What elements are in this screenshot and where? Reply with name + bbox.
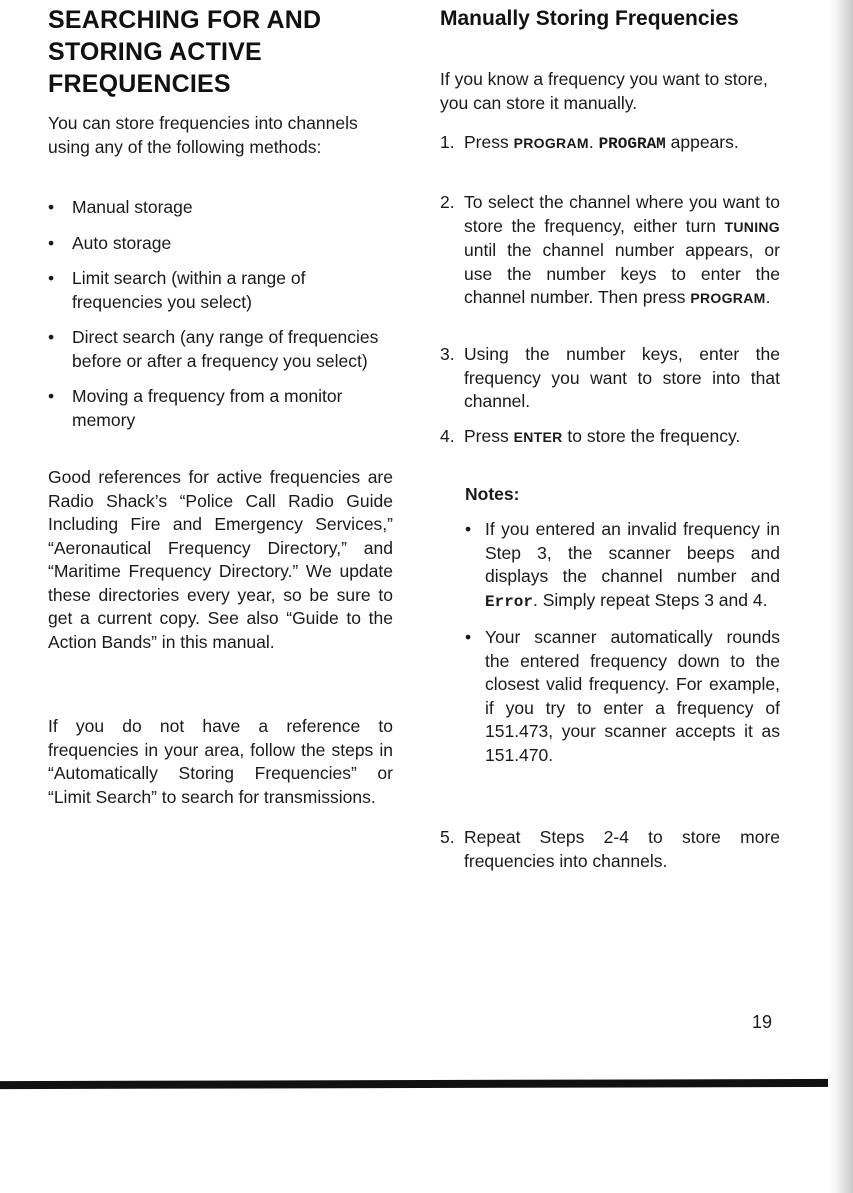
list-item: • Moving a frequency from a monitor memory [48, 385, 393, 432]
step-4 [440, 425, 780, 450]
book-spine-shadow [828, 0, 853, 1193]
step-text: Using the number keys, enter the frequency you want to store into that channel. [464, 344, 780, 411]
intro-paragraph: You can store frequencies into channels using any of the following methods: [48, 113, 358, 157]
storage-methods-list [48, 196, 393, 444]
step-text: Repeat Steps 2-4 to store more frequencies into channels. [464, 827, 780, 871]
step-5 [440, 826, 780, 873]
manual-intro-paragraph: If you know a frequency you want to store, you can store it manually. [440, 69, 768, 113]
note-item: • Your scanner automatically rounds the entered frequency down to the closest valid frequency. For example, if you try to enter a frequency of 151.473, your scanner accepts it as 151.470. [465, 626, 780, 767]
display-text: PROGRAM [598, 135, 666, 153]
step-number: 3. [440, 344, 455, 364]
program-key-label: PROGRAM [690, 290, 766, 306]
references-paragraph: Good references for active frequencies are Radio Shack’s “Police Call Radio Guide Including Fire and Emergency Services,” “Aeronautical Frequency Directory,” and “Maritime Frequency Directory.” We update these directories every year, so be sure to get a current copy. See also “Guide to the Action Bands” in this manual. [48, 467, 393, 652]
list-item: • Manual storage [48, 196, 393, 220]
no-reference-paragraph: If you do not have a reference to frequencies in your area, follow the steps in “Automatically Storing Frequencies” or “Limit Search” to search for transmissions. [48, 716, 393, 807]
step-number: 1. [440, 132, 455, 152]
step-number: 2. [440, 192, 455, 212]
subsection-title: Manually Storing Frequencies [440, 7, 739, 30]
step-3 [440, 343, 780, 414]
enter-key-label: ENTER [513, 429, 563, 445]
list-item: • Auto storage [48, 232, 393, 256]
note-item: • If you entered an invalid frequency in Step 3, the scanner beeps and displays the channel number and Error. Simply repeat Steps 3 and 4. [465, 518, 780, 614]
notes-list [465, 518, 780, 779]
tuning-key-label: TUNING [724, 218, 780, 235]
page-number: 19 [752, 1012, 773, 1032]
step-text: Press PROGRAM. PROGRAM appears. [464, 132, 739, 153]
step-number: 5. [440, 827, 455, 847]
page-bottom-edge [0, 1079, 845, 1089]
step-text: To select the channel where you want to store the frequency, either turn TUNING until the channel number appears, or use the number keys to enter the channel number. Then press PROGRAM. [464, 192, 780, 307]
step-text: Press ENTER to store the frequency. [464, 426, 741, 446]
list-item: • Direct search (any range of frequencies before or after a frequency you select) [48, 326, 393, 373]
error-display-text: Error [485, 592, 534, 611]
notes-heading: Notes: [465, 484, 520, 504]
list-item: • Limit search (within a range of frequencies you select) [48, 267, 393, 314]
step-2 [440, 191, 780, 311]
program-key-label: PROGRAM [513, 135, 589, 151]
step-number: 4. [440, 426, 455, 446]
step-1 [440, 131, 780, 157]
section-title: SEARCHING FOR AND STORING ACTIVE FREQUENCIES [48, 6, 322, 98]
